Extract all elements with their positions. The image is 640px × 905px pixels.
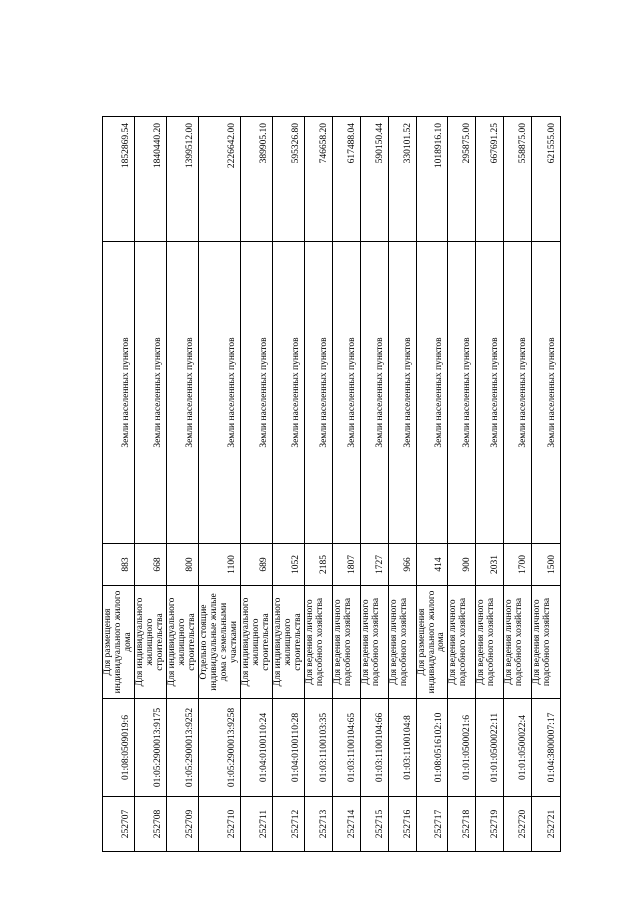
cadastral-number: 01:04:0100110:28 xyxy=(272,699,304,797)
permitted-use: Для индивидуального жилищного строительства xyxy=(134,586,166,699)
cadastral-value: 295875.00 xyxy=(448,117,476,242)
cadastral-value: 746658.20 xyxy=(304,117,332,242)
cadastral-number: 01:01:0500022:4 xyxy=(504,699,532,797)
permitted-use: Для ведения личного подсобного хозяйства xyxy=(388,586,416,699)
land-category: Земли населенных пунктов xyxy=(332,242,360,544)
cadastral-value: 2226642.00 xyxy=(198,117,240,242)
table-row xyxy=(304,117,332,852)
table-row xyxy=(198,117,240,852)
row-id: 252720 xyxy=(504,797,532,852)
table-row xyxy=(504,117,532,852)
cadastral-number: 01:05:2900013:9252 xyxy=(166,699,198,797)
table-row xyxy=(272,117,304,852)
permitted-use: Для размещения индивидуального жилого дома xyxy=(103,586,135,699)
area: 1500 xyxy=(532,544,561,586)
cadastral-number: 01:03:1100104:66 xyxy=(360,699,388,797)
area: 668 xyxy=(134,544,166,586)
land-category: Земли населенных пунктов xyxy=(272,242,304,544)
land-category: Земли населенных пунктов xyxy=(166,242,198,544)
table-row xyxy=(448,117,476,852)
row-id: 252716 xyxy=(388,797,416,852)
land-category: Земли населенных пунктов xyxy=(198,242,240,544)
row-id: 252710 xyxy=(198,797,240,852)
land-category: Земли населенных пунктов xyxy=(388,242,416,544)
row-id: 252714 xyxy=(332,797,360,852)
cadastral-value: 617488.04 xyxy=(332,117,360,242)
land-category: Земли населенных пунктов xyxy=(504,242,532,544)
table-row xyxy=(416,117,448,852)
row-id: 252719 xyxy=(476,797,504,852)
land-category: Земли населенных пунктов xyxy=(304,242,332,544)
cadastral-number: 01:01:0500022:11 xyxy=(476,699,504,797)
cadastral-value: 1840440.20 xyxy=(134,117,166,242)
area: 2185 xyxy=(304,544,332,586)
row-id: 252721 xyxy=(532,797,561,852)
cadastral-value: 1018916.10 xyxy=(416,117,448,242)
cadastral-number: 01:05:2900013:9175 xyxy=(134,699,166,797)
cadastral-number: 01:04:3800007:17 xyxy=(532,699,561,797)
cadastral-value: 667691.25 xyxy=(476,117,504,242)
permitted-use: Для ведения личного подсобного хозяйства xyxy=(304,586,332,699)
land-plots-table xyxy=(102,116,561,852)
cadastral-number: 01:01:0500021:6 xyxy=(448,699,476,797)
table-row xyxy=(134,117,166,852)
row-id: 252708 xyxy=(134,797,166,852)
cadastral-value: 590150.44 xyxy=(360,117,388,242)
row-id: 252718 xyxy=(448,797,476,852)
table-row xyxy=(388,117,416,852)
cadastral-number: 01:05:2900013:9258 xyxy=(198,699,240,797)
table-row xyxy=(476,117,504,852)
table-row xyxy=(332,117,360,852)
rotated-table-container xyxy=(102,117,558,852)
cadastral-value: 595326.80 xyxy=(272,117,304,242)
row-id: 252707 xyxy=(103,797,135,852)
permitted-use: Для ведения личного подсобного хозяйства xyxy=(448,586,476,699)
area: 1807 xyxy=(332,544,360,586)
area: 883 xyxy=(103,544,135,586)
row-id: 252717 xyxy=(416,797,448,852)
permitted-use: Для ведения личного подсобного хозяйства xyxy=(532,586,561,699)
permitted-use: Для размещения индивидуального жилого дома xyxy=(416,586,448,699)
table-row xyxy=(103,117,135,852)
cadastral-number: 01:04:0100110:24 xyxy=(240,699,272,797)
row-id: 252709 xyxy=(166,797,198,852)
area: 414 xyxy=(416,544,448,586)
cadastral-number: 01:03:1100104:65 xyxy=(332,699,360,797)
row-id: 252712 xyxy=(272,797,304,852)
land-category: Земли населенных пунктов xyxy=(532,242,561,544)
land-category: Земли населенных пунктов xyxy=(240,242,272,544)
table-row xyxy=(240,117,272,852)
cadastral-number: 01:03:1100104:8 xyxy=(388,699,416,797)
cadastral-value: 558875.00 xyxy=(504,117,532,242)
cadastral-number: 01:08:0509019:6 xyxy=(103,699,135,797)
permitted-use: Для индивидуального жилищного строительства xyxy=(240,586,272,699)
permitted-use: Отдельно стоящие индивидуальные жилые дома с земельными участками xyxy=(198,586,240,699)
table-row xyxy=(360,117,388,852)
permitted-use: Для ведения личного подсобного хозяйства xyxy=(504,586,532,699)
row-id: 252711 xyxy=(240,797,272,852)
area: 689 xyxy=(240,544,272,586)
table-row xyxy=(532,117,561,852)
area: 1052 xyxy=(272,544,304,586)
table-body xyxy=(103,117,561,852)
permitted-use: Для ведения личного подсобного хозяйства xyxy=(332,586,360,699)
row-id: 252713 xyxy=(304,797,332,852)
land-category: Земли населенных пунктов xyxy=(103,242,135,544)
permitted-use: Для индивидуального жилищного строительства xyxy=(166,586,198,699)
area: 2031 xyxy=(476,544,504,586)
cadastral-value: 330101.52 xyxy=(388,117,416,242)
land-category: Земли населенных пунктов xyxy=(360,242,388,544)
cadastral-value: 389905.10 xyxy=(240,117,272,242)
cadastral-value: 1399512.00 xyxy=(166,117,198,242)
table-row xyxy=(166,117,198,852)
permitted-use: Для ведения личного подсобного хозяйства xyxy=(360,586,388,699)
cadastral-number: 01:08:0516102:10 xyxy=(416,699,448,797)
cadastral-value: 621555.00 xyxy=(532,117,561,242)
area: 800 xyxy=(166,544,198,586)
area: 1100 xyxy=(198,544,240,586)
area: 900 xyxy=(448,544,476,586)
land-category: Земли населенных пунктов xyxy=(448,242,476,544)
cadastral-number: 01:03:1100103:35 xyxy=(304,699,332,797)
cadastral-value: 1852869.54 xyxy=(103,117,135,242)
row-id: 252715 xyxy=(360,797,388,852)
permitted-use: Для индивидуального жилищного строительства xyxy=(272,586,304,699)
area: 1727 xyxy=(360,544,388,586)
area: 966 xyxy=(388,544,416,586)
area: 1700 xyxy=(504,544,532,586)
land-category: Земли населенных пунктов xyxy=(134,242,166,544)
land-category: Земли населенных пунктов xyxy=(416,242,448,544)
land-category: Земли населенных пунктов xyxy=(476,242,504,544)
permitted-use: Для ведения личного подсобного хозяйства xyxy=(476,586,504,699)
